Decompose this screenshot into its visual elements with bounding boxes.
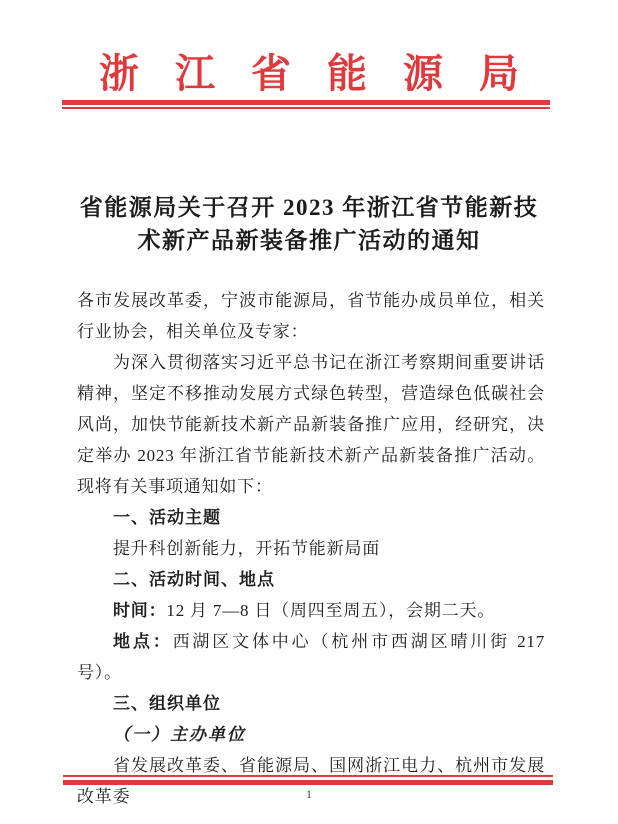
footer-divider — [63, 775, 553, 785]
document-title-line2: 术新产品新装备推广活动的通知 — [137, 228, 481, 253]
letterhead-divider-thin-line — [62, 107, 550, 109]
footer-divider-thick-line — [63, 780, 553, 785]
section1-heading: 一、活动主题 — [113, 508, 221, 527]
subsection1-heading: （一）主办单位 — [113, 725, 246, 744]
document-title — [0, 191, 618, 257]
document-title-line1: 省能源局关于召开 2023 年浙江省节能新技 — [79, 195, 539, 220]
time-label: 时间： — [113, 601, 167, 620]
letterhead-divider — [62, 100, 550, 109]
place-label: 地点： — [113, 632, 173, 651]
document-body — [77, 285, 545, 812]
time-value: 12 月 7—8 日（周四至周五），会期二天。 — [166, 601, 496, 620]
time-line — [77, 595, 545, 626]
salutation-paragraph: 各市发展改革委，宁波市能源局，省节能办成员单位，相关行业协会，相关单位及专家： — [77, 291, 545, 341]
place-line — [77, 626, 545, 688]
section3-heading: 三、组织单位 — [113, 694, 221, 713]
place-value: 西湖区文体中心（杭州市西湖区晴川街 217 号）。 — [77, 632, 545, 682]
intro-paragraph: 为深入贯彻落实习近平总书记在浙江考察期间重要讲话精神，坚定不移推动发展方式绿色转型，营造绿色低碳社会风尚，加快节能新技术新产品新装备推广应用，经研究，决定举办 2023 年浙江省节能新技术新产品新装备推广活动。现将有关事项通知如下： — [77, 353, 545, 496]
letterhead-org-name: 浙江省能源局 — [99, 51, 555, 96]
section1-text: 提升科创新能力，开拓节能新局面 — [113, 539, 380, 558]
organizers-paragraph: 省发展改革委、省能源局、国网浙江电力、杭州市发展改革委 — [77, 756, 545, 806]
page-number: 1 — [306, 787, 312, 801]
section2-heading: 二、活动时间、地点 — [113, 570, 275, 589]
